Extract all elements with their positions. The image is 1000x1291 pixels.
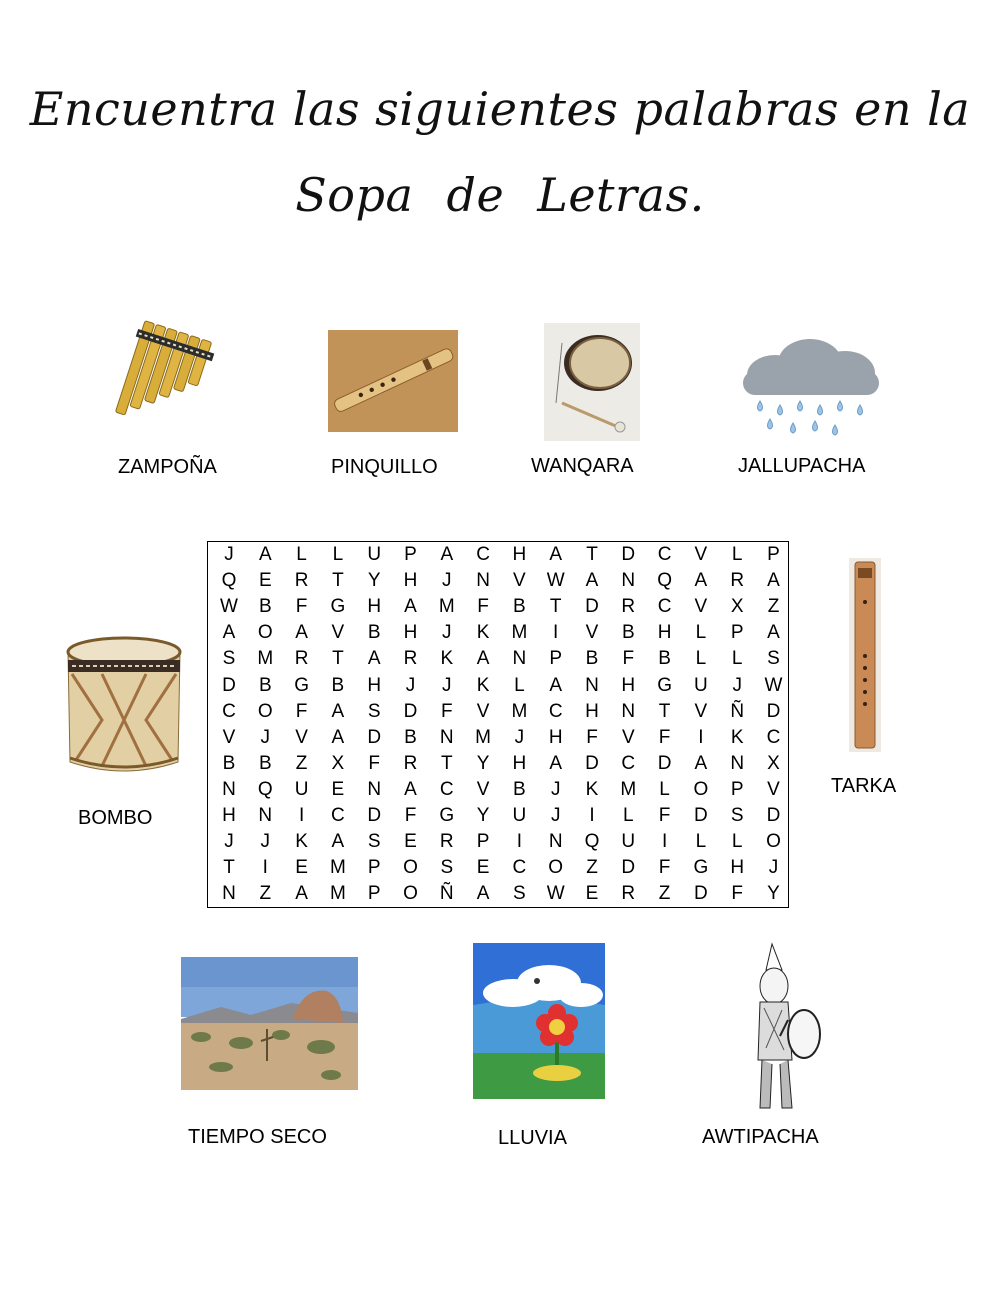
grid-cell[interactable]: D bbox=[766, 700, 781, 722]
grid-cell[interactable]: S bbox=[730, 805, 744, 826]
grid-cell[interactable]: F bbox=[658, 857, 671, 879]
grid-cell[interactable]: V bbox=[331, 622, 345, 644]
grid-cell[interactable]: H bbox=[367, 674, 382, 696]
zampona-panpipe-image bbox=[112, 318, 222, 428]
grid-cell[interactable]: A bbox=[222, 622, 236, 644]
grid-cell[interactable]: D bbox=[585, 596, 599, 618]
grid-cell[interactable]: G bbox=[294, 674, 309, 696]
grid-cell[interactable]: A bbox=[440, 544, 454, 565]
grid-cell[interactable]: J bbox=[224, 831, 234, 853]
grid-cell[interactable]: F bbox=[658, 726, 671, 748]
grid-cell[interactable]: A bbox=[476, 883, 490, 905]
grid-cell[interactable]: B bbox=[258, 674, 272, 696]
grid-cell[interactable]: A bbox=[258, 544, 272, 565]
grid-cell[interactable]: Q bbox=[584, 831, 600, 853]
grid-cell[interactable]: K bbox=[476, 674, 490, 696]
grid-cell[interactable]: F bbox=[440, 700, 453, 722]
grid-cell[interactable]: Q bbox=[657, 570, 672, 592]
grid-cell[interactable]: D bbox=[621, 544, 636, 565]
grid-cell[interactable]: R bbox=[403, 648, 418, 670]
grid-cell[interactable]: N bbox=[222, 883, 236, 905]
grid-cell[interactable]: V bbox=[585, 622, 599, 644]
grid-cell[interactable]: M bbox=[475, 726, 491, 748]
tiempo-seco-desert-image bbox=[181, 957, 358, 1090]
grid-cell[interactable]: U bbox=[367, 544, 382, 565]
grid-cell[interactable]: L bbox=[659, 778, 670, 800]
grid-cell[interactable]: N bbox=[512, 648, 527, 670]
grid-cell[interactable]: F bbox=[404, 805, 417, 826]
grid-cell[interactable]: X bbox=[331, 752, 345, 774]
grid-cell[interactable]: V bbox=[476, 778, 490, 800]
grid-cell[interactable]: D bbox=[621, 857, 636, 879]
grid-cell[interactable]: A bbox=[295, 622, 308, 644]
grid-cell[interactable]: I bbox=[553, 622, 559, 644]
grid-cell[interactable]: J bbox=[514, 726, 525, 748]
label-tarka: TARKA bbox=[831, 775, 897, 797]
grid-cell[interactable]: N bbox=[548, 831, 563, 853]
grid-cell[interactable]: A bbox=[331, 726, 345, 748]
grid-cell[interactable]: V bbox=[621, 726, 635, 748]
grid-cell[interactable]: E bbox=[404, 831, 417, 853]
awtipacha-drummer-image bbox=[738, 940, 824, 1116]
grid-cell[interactable]: N bbox=[476, 570, 490, 592]
grid-cell[interactable]: E bbox=[258, 570, 272, 592]
grid-cell[interactable]: Z bbox=[586, 857, 598, 879]
grid-cell[interactable]: F bbox=[477, 596, 489, 618]
grid-cell[interactable]: R bbox=[403, 752, 418, 774]
grid-cell[interactable]: V bbox=[694, 544, 708, 565]
grid-cell[interactable]: K bbox=[585, 778, 599, 800]
grid-cell[interactable]: A bbox=[767, 622, 780, 644]
wanqara-drum-image bbox=[544, 323, 640, 441]
grid-cell[interactable]: I bbox=[516, 831, 523, 853]
grid-cell[interactable]: D bbox=[403, 700, 418, 722]
grid-cell[interactable]: E bbox=[295, 857, 308, 879]
grid-cell[interactable]: J bbox=[442, 570, 452, 592]
grid-cell[interactable]: A bbox=[331, 700, 345, 722]
grid-cell[interactable]: B bbox=[367, 622, 381, 644]
grid-cell[interactable]: C bbox=[331, 805, 345, 826]
grid-cell[interactable]: I bbox=[698, 726, 704, 748]
pinquillo-flute-image bbox=[328, 330, 458, 432]
grid-cell[interactable]: A bbox=[404, 596, 417, 618]
label-lluvia: LLUVIA bbox=[498, 1127, 567, 1149]
grid-cell[interactable]: A bbox=[295, 883, 308, 905]
grid-cell[interactable]: B bbox=[513, 778, 526, 800]
grid-cell[interactable]: H bbox=[621, 674, 636, 696]
grid-cell[interactable]: M bbox=[620, 778, 637, 800]
grid-cell[interactable]: W bbox=[764, 674, 783, 696]
grid-cell[interactable]: D bbox=[657, 752, 672, 774]
grid-cell[interactable]: J bbox=[260, 831, 271, 853]
grid-cell[interactable]: D bbox=[367, 726, 382, 748]
grid-cell[interactable]: G bbox=[330, 596, 346, 618]
grid-cell[interactable]: A bbox=[549, 752, 563, 774]
grid-cell[interactable]: D bbox=[766, 805, 781, 826]
grid-cell[interactable]: W bbox=[546, 570, 565, 592]
grid-cell[interactable]: P bbox=[367, 883, 381, 905]
grid-cell[interactable]: X bbox=[730, 596, 744, 618]
grid-cell[interactable]: O bbox=[257, 622, 273, 644]
grid-cell[interactable]: M bbox=[438, 596, 455, 618]
grid-cell[interactable]: D bbox=[694, 883, 708, 905]
grid-cell[interactable]: G bbox=[657, 674, 672, 696]
grid-cell[interactable]: J bbox=[405, 674, 416, 696]
grid-cell[interactable]: O bbox=[257, 700, 273, 722]
grid-cell[interactable]: H bbox=[403, 622, 418, 644]
grid-cell[interactable]: U bbox=[621, 831, 636, 853]
grid-cell[interactable]: J bbox=[442, 622, 452, 644]
grid-cell[interactable]: S bbox=[767, 648, 780, 670]
grid-cell[interactable]: E bbox=[476, 857, 490, 879]
label-bombo: BOMBO bbox=[78, 807, 153, 829]
grid-cell[interactable]: A bbox=[694, 570, 708, 592]
grid-cell[interactable]: B bbox=[585, 648, 599, 670]
grid-cell[interactable]: R bbox=[294, 570, 309, 592]
grid-cell[interactable]: E bbox=[331, 778, 345, 800]
grid-cell[interactable]: B bbox=[621, 622, 635, 644]
grid-cell[interactable]: M bbox=[329, 857, 346, 879]
grid-cell[interactable]: J bbox=[224, 544, 234, 565]
grid-cell[interactable]: F bbox=[368, 752, 380, 774]
grid-cell[interactable]: O bbox=[693, 778, 709, 800]
grid-cell[interactable]: J bbox=[260, 726, 271, 748]
grid-cell[interactable]: F bbox=[295, 700, 308, 722]
grid-cell[interactable]: L bbox=[695, 622, 707, 644]
grid-cell[interactable]: H bbox=[403, 570, 418, 592]
grid-cell[interactable]: S bbox=[513, 883, 526, 905]
grid-cell[interactable]: A bbox=[476, 648, 490, 670]
grid-cell[interactable]: Y bbox=[767, 883, 780, 905]
grid-cell[interactable]: M bbox=[257, 648, 274, 670]
grid-cell[interactable]: V bbox=[694, 700, 708, 722]
grid-cell[interactable]: K bbox=[730, 726, 744, 748]
grid-cell[interactable]: O bbox=[403, 883, 418, 905]
grid-cell[interactable]: C bbox=[548, 700, 563, 722]
grid-cell[interactable]: V bbox=[295, 726, 308, 748]
grid-cell[interactable]: B bbox=[513, 596, 526, 618]
grid-cell[interactable]: H bbox=[730, 857, 745, 879]
grid-cell[interactable]: B bbox=[258, 596, 272, 618]
grid-cell[interactable]: C bbox=[476, 544, 490, 565]
grid-cell[interactable]: Z bbox=[767, 596, 780, 618]
grid-cell[interactable]: D bbox=[367, 805, 382, 826]
grid-cell[interactable]: I bbox=[298, 805, 305, 826]
grid-cell[interactable]: R bbox=[294, 648, 309, 670]
grid-cell[interactable]: D bbox=[585, 752, 599, 774]
grid-cell[interactable]: Z bbox=[658, 883, 671, 905]
grid-cell[interactable]: H bbox=[222, 805, 236, 826]
grid-cell[interactable]: N bbox=[621, 570, 636, 592]
grid-cell[interactable]: T bbox=[332, 570, 344, 592]
grid-cell[interactable]: F bbox=[658, 805, 671, 826]
grid-cell[interactable]: B bbox=[222, 752, 236, 774]
grid-cell[interactable]: N bbox=[621, 700, 636, 722]
grid-cell[interactable]: S bbox=[367, 700, 381, 722]
grid-cell[interactable]: S bbox=[440, 857, 454, 879]
grid-cell[interactable]: U bbox=[294, 778, 309, 800]
grid-cell[interactable]: N bbox=[222, 778, 236, 800]
grid-cell[interactable]: Q bbox=[257, 778, 273, 800]
grid-cell[interactable]: N bbox=[585, 674, 599, 696]
grid-cell[interactable]: G bbox=[693, 857, 709, 879]
grid-cell[interactable]: G bbox=[439, 805, 455, 826]
grid-cell[interactable]: P bbox=[730, 622, 744, 644]
page-title-line-1: Encuentra las siguientes palabras en la bbox=[29, 82, 971, 136]
grid-cell[interactable]: F bbox=[731, 883, 743, 905]
grid-cell[interactable]: I bbox=[661, 831, 668, 853]
grid-cell[interactable]: F bbox=[586, 726, 598, 748]
grid-cell[interactable]: F bbox=[295, 596, 308, 618]
grid-cell[interactable]: K bbox=[476, 622, 490, 644]
label-pinquillo: PINQUILLO bbox=[331, 456, 438, 478]
grid-cell[interactable]: Y bbox=[476, 752, 490, 774]
tarka-flute-image bbox=[849, 558, 881, 752]
grid-cell[interactable]: V bbox=[222, 726, 236, 748]
grid-cell[interactable]: L bbox=[332, 544, 344, 565]
grid-cell[interactable]: C bbox=[657, 544, 672, 565]
grid-cell[interactable]: A bbox=[549, 674, 563, 696]
grid-cell[interactable]: J bbox=[442, 674, 452, 696]
grid-cell[interactable]: H bbox=[657, 622, 672, 644]
grid-cell[interactable]: I bbox=[589, 805, 595, 826]
grid-cell[interactable]: B bbox=[258, 752, 272, 774]
grid-cell[interactable]: O bbox=[766, 831, 781, 853]
grid-cell[interactable]: P bbox=[767, 544, 780, 565]
grid-cell[interactable]: Q bbox=[221, 570, 237, 592]
grid-cell[interactable]: B bbox=[331, 674, 345, 696]
grid-cell[interactable]: C bbox=[439, 778, 454, 800]
grid-cell[interactable]: V bbox=[694, 596, 708, 618]
label-tiempo-seco: TIEMPO SECO bbox=[188, 1126, 327, 1148]
grid-cell[interactable]: L bbox=[695, 831, 707, 853]
grid-cell[interactable]: E bbox=[585, 883, 599, 905]
grid-cell[interactable]: L bbox=[731, 648, 743, 670]
grid-cell[interactable]: U bbox=[512, 805, 527, 826]
grid-cell[interactable]: A bbox=[549, 544, 563, 565]
grid-cell[interactable]: L bbox=[296, 544, 307, 565]
grid-cell[interactable]: A bbox=[367, 648, 381, 670]
grid-cell[interactable]: D bbox=[694, 805, 708, 826]
grid-cell[interactable]: P bbox=[476, 831, 490, 853]
grid-cell[interactable]: A bbox=[767, 570, 780, 592]
lluvia-cloud-flower-image bbox=[473, 943, 605, 1099]
label-awtipacha: AWTIPACHA bbox=[702, 1126, 819, 1148]
grid-cell[interactable]: Z bbox=[259, 883, 272, 905]
grid-cell[interactable]: A bbox=[694, 752, 708, 774]
grid-cell[interactable]: M bbox=[329, 883, 346, 905]
grid-cell[interactable]: Y bbox=[476, 805, 490, 826]
grid-cell[interactable]: H bbox=[548, 726, 563, 748]
bombo-drum-image bbox=[62, 630, 186, 782]
grid-cell[interactable]: P bbox=[730, 778, 744, 800]
grid-cell[interactable]: R bbox=[730, 570, 745, 592]
grid-cell[interactable]: L bbox=[731, 544, 743, 565]
grid-cell[interactable]: J bbox=[550, 778, 561, 800]
grid-cell[interactable]: T bbox=[658, 700, 671, 722]
grid-cell[interactable]: A bbox=[404, 778, 417, 800]
grid-cell[interactable]: L bbox=[623, 805, 634, 826]
grid-cell[interactable]: F bbox=[622, 648, 635, 670]
grid-cell[interactable]: J bbox=[768, 857, 779, 879]
grid-cell[interactable]: S bbox=[367, 831, 381, 853]
grid-cell[interactable]: H bbox=[512, 544, 527, 565]
grid-cell[interactable]: O bbox=[548, 857, 564, 879]
grid-cell[interactable]: V bbox=[513, 570, 526, 592]
grid-cell[interactable]: I bbox=[262, 857, 268, 879]
grid-cell[interactable]: K bbox=[295, 831, 308, 853]
grid-cell[interactable]: L bbox=[514, 674, 525, 696]
grid-cell[interactable]: H bbox=[512, 752, 527, 774]
grid-cell[interactable]: T bbox=[440, 752, 453, 774]
grid-cell[interactable]: A bbox=[585, 570, 599, 592]
grid-cell[interactable]: S bbox=[222, 648, 236, 670]
grid-cell[interactable]: B bbox=[404, 726, 417, 748]
grid-cell[interactable]: T bbox=[586, 544, 598, 565]
grid-cell[interactable]: R bbox=[621, 883, 636, 905]
grid-cell[interactable]: P bbox=[549, 648, 563, 670]
rain-cloud-image bbox=[735, 335, 885, 443]
grid-cell[interactable]: N bbox=[367, 778, 382, 800]
grid-cell[interactable]: H bbox=[585, 700, 599, 722]
grid-cell[interactable]: L bbox=[695, 648, 707, 670]
grid-cell[interactable]: C bbox=[766, 726, 781, 748]
grid-cell[interactable]: B bbox=[658, 648, 671, 670]
grid-cell[interactable]: A bbox=[331, 831, 345, 853]
grid-cell[interactable]: J bbox=[732, 674, 742, 696]
grid-cell[interactable]: P bbox=[367, 857, 381, 879]
grid-cell[interactable]: C bbox=[222, 700, 236, 722]
grid-cell[interactable]: W bbox=[220, 596, 238, 618]
grid-cell[interactable]: C bbox=[657, 596, 672, 618]
grid-cell[interactable]: D bbox=[222, 674, 236, 696]
grid-cell[interactable]: T bbox=[223, 857, 235, 879]
grid-cell[interactable]: W bbox=[546, 883, 565, 905]
grid-cell[interactable]: Ñ bbox=[730, 700, 745, 722]
grid-cell[interactable]: J bbox=[550, 805, 561, 826]
label-zampona: ZAMPOÑA bbox=[118, 456, 217, 478]
grid-cell[interactable]: T bbox=[549, 596, 562, 618]
grid-cell[interactable]: T bbox=[332, 648, 344, 670]
grid-cell[interactable]: M bbox=[511, 700, 528, 722]
grid-cell[interactable]: V bbox=[476, 700, 490, 722]
grid-cell[interactable]: K bbox=[440, 648, 454, 670]
grid-cell[interactable]: O bbox=[403, 857, 418, 879]
grid-cell[interactable]: R bbox=[439, 831, 454, 853]
grid-cell[interactable]: P bbox=[404, 544, 417, 565]
grid-cell[interactable]: N bbox=[258, 805, 273, 826]
grid-cell[interactable]: Y bbox=[367, 570, 381, 592]
grid-cell[interactable]: C bbox=[512, 857, 527, 879]
grid-cell[interactable]: V bbox=[767, 778, 780, 800]
grid-cell[interactable]: R bbox=[621, 596, 636, 618]
word-search-grid bbox=[207, 541, 789, 908]
grid-cell[interactable]: Z bbox=[295, 752, 308, 774]
label-jallupacha: JALLUPACHA bbox=[738, 455, 866, 477]
page-title-line-2: Sopa de Letras. bbox=[295, 168, 705, 222]
grid-cell[interactable]: X bbox=[767, 752, 780, 774]
grid-cell[interactable]: H bbox=[367, 596, 382, 618]
grid-cell[interactable]: Ñ bbox=[439, 883, 454, 905]
grid-cell[interactable]: N bbox=[439, 726, 454, 748]
grid-cell[interactable]: M bbox=[511, 622, 528, 644]
label-wanqara: WANQARA bbox=[531, 455, 634, 477]
grid-cell[interactable]: N bbox=[730, 752, 745, 774]
grid-cell[interactable]: U bbox=[694, 674, 708, 696]
grid-cell[interactable]: C bbox=[621, 752, 636, 774]
grid-cell[interactable]: L bbox=[731, 831, 743, 853]
